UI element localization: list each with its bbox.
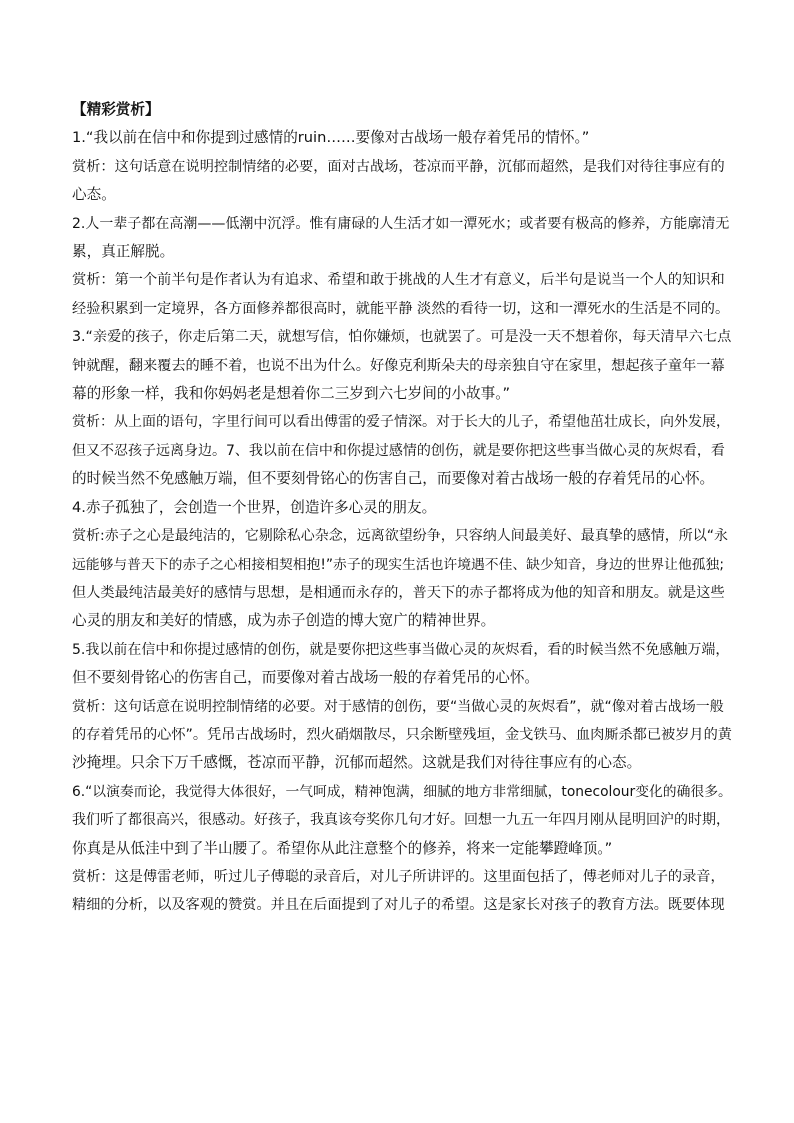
paragraph-item [72,636,732,778]
text-line: 累，真正解脱。 [72,243,175,261]
text-line: 心态。 [72,186,116,204]
text-line: 1.“我以前在信中和你提到过感情的ruin……要像对古战场一般存着凭吊的情怀。” [72,129,590,147]
text-line: 幕的形象一样，我和你妈妈老是想着你二三岁到六七岁间的小故事。” [72,385,511,403]
text-line: 赏析：这句话意在说明控制情绪的必要。对于感情的创伤，要“当做心灵的灰烬看”，就“像对着古战场一般 [72,698,724,715]
text-line: 你真是从低洼中到了半山腰了。希望你从此注意整个的修养，将来一定能攀蹬峰顶。” [72,839,613,857]
text-line: 心灵的朋友和美好的情感，成为赤子创造的博大宽广的精神世界。 [72,612,496,630]
text-line: 钟就醒，翻来覆去的睡不着，也说不出为什么。好像克利斯朵夫的母亲独自守在家里，想起孩子童年一幕 [72,357,725,374]
text-line: 赏析：这句话意在说明控制情绪的必要，面对古战场，苍凉而平静，沉郁而超然，是我们对待往事应有的 [72,158,725,175]
text-line: 5.我以前在信中和你提过感情的创伤，就是要你把这些事当做心灵的灰烬看，看的时候当然不免感触万端， [72,641,730,658]
text-line: 6.“以演奏而论，我觉得大体很好，一气呵成，精神饱满，细腻的地方非常细腻，tonecolour变化的确很多。 [72,783,732,800]
paragraph-item [72,210,732,324]
text-line: 但又不忍孩子远离身边。7、我以前在信中和你提过感情的创伤，就是要你把这些事当做心灵的灰烬看，看 [72,442,725,459]
paragraph-item [72,778,732,920]
text-line: 赏析:赤子之心是最纯洁的，它剔除私心杂念，远离欲望纷争，只容纳人间最美好、最真挚的感情，所以“永 [72,528,728,545]
paragraph-item [72,494,732,636]
text-line: 经验积累到一定境界，各方面修养都很高时，就能平静 淡然的看待一切，这和一潭死水的生活是不同的。 [72,300,730,317]
text-line: 4.赤子孤独了，会创造一个世界，创造许多心灵的朋友。 [72,498,437,516]
text-line: 2.人一辈子都在高潮——低潮中沉浮。惟有庸碌的人生活才如一潭死水；或者要有极高的修养，方能廓清无 [72,215,730,232]
text-line: 3.“亲爱的孩子，你走后第二天，就想写信，怕你嫌烦，也就罢了。可是没一天不想着你，每天清早六七点 [72,329,732,346]
document-page [72,96,732,920]
text-line: 的时候当然不免感触万端，但不要刻骨铭心的伤害自己，而要像对着古战场一般的存着凭吊的心怀。 [72,470,715,488]
section-title: 【精彩赏析】 [72,101,160,118]
text-line: 远能够与普天下的赤子之心相接相契相抱!”赤子的现实生活也许境遇不佳、缺少知音，身边的世界让他孤独; [72,556,724,573]
paragraph-item [72,124,732,209]
text-line: 但人类最纯洁最美好的感情与思想，是相通而永存的，普天下的赤子都将成为他的知音和朋友。就是这些 [72,584,725,601]
document-body [72,124,732,919]
text-line: 赏析：从上面的语句，字里行间可以看出傅雷的爱子情深。对于长大的儿子，希望他茁壮成长，向外发展， [72,414,730,431]
text-line: 的存着凭吊的心怀”。凭吊古战场时，烈火硝烟散尽，只余断壁残垣，金戈铁马、血肉厮杀都已被岁月的黄 [72,726,732,743]
text-line: 沙掩埋。只余下万千感慨，苍凉而平静，沉郁而超然。这就是我们对待往事应有的心态。 [72,754,642,772]
text-line: 精细的分析，以及客观的赞赏。并且在后面提到了对儿子的希望。这是家长对孩子的教育方法。既要体现 [72,897,725,914]
text-line: 但不要刻骨铭心的伤害自己，而要像对着古战场一般的存着凭吊的心怀。 [72,669,540,687]
text-line: 赏析：这是傅雷老师，听过儿子傅聪的录音后，对儿子所讲评的。这里面包括了，傅老师对儿子的录音， [72,868,725,885]
text-line: 赏析：第一个前半句是作者认为有追求、希望和敢于挑战的人生才有意义，后半句是说当一个人的知识和 [72,272,725,289]
paragraph-item [72,323,732,493]
text-line: 我们听了都很高兴，很感动。好孩子，我真该夸奖你几句才好。回想一九五一年四月刚从昆明回沪的时期， [72,812,730,829]
